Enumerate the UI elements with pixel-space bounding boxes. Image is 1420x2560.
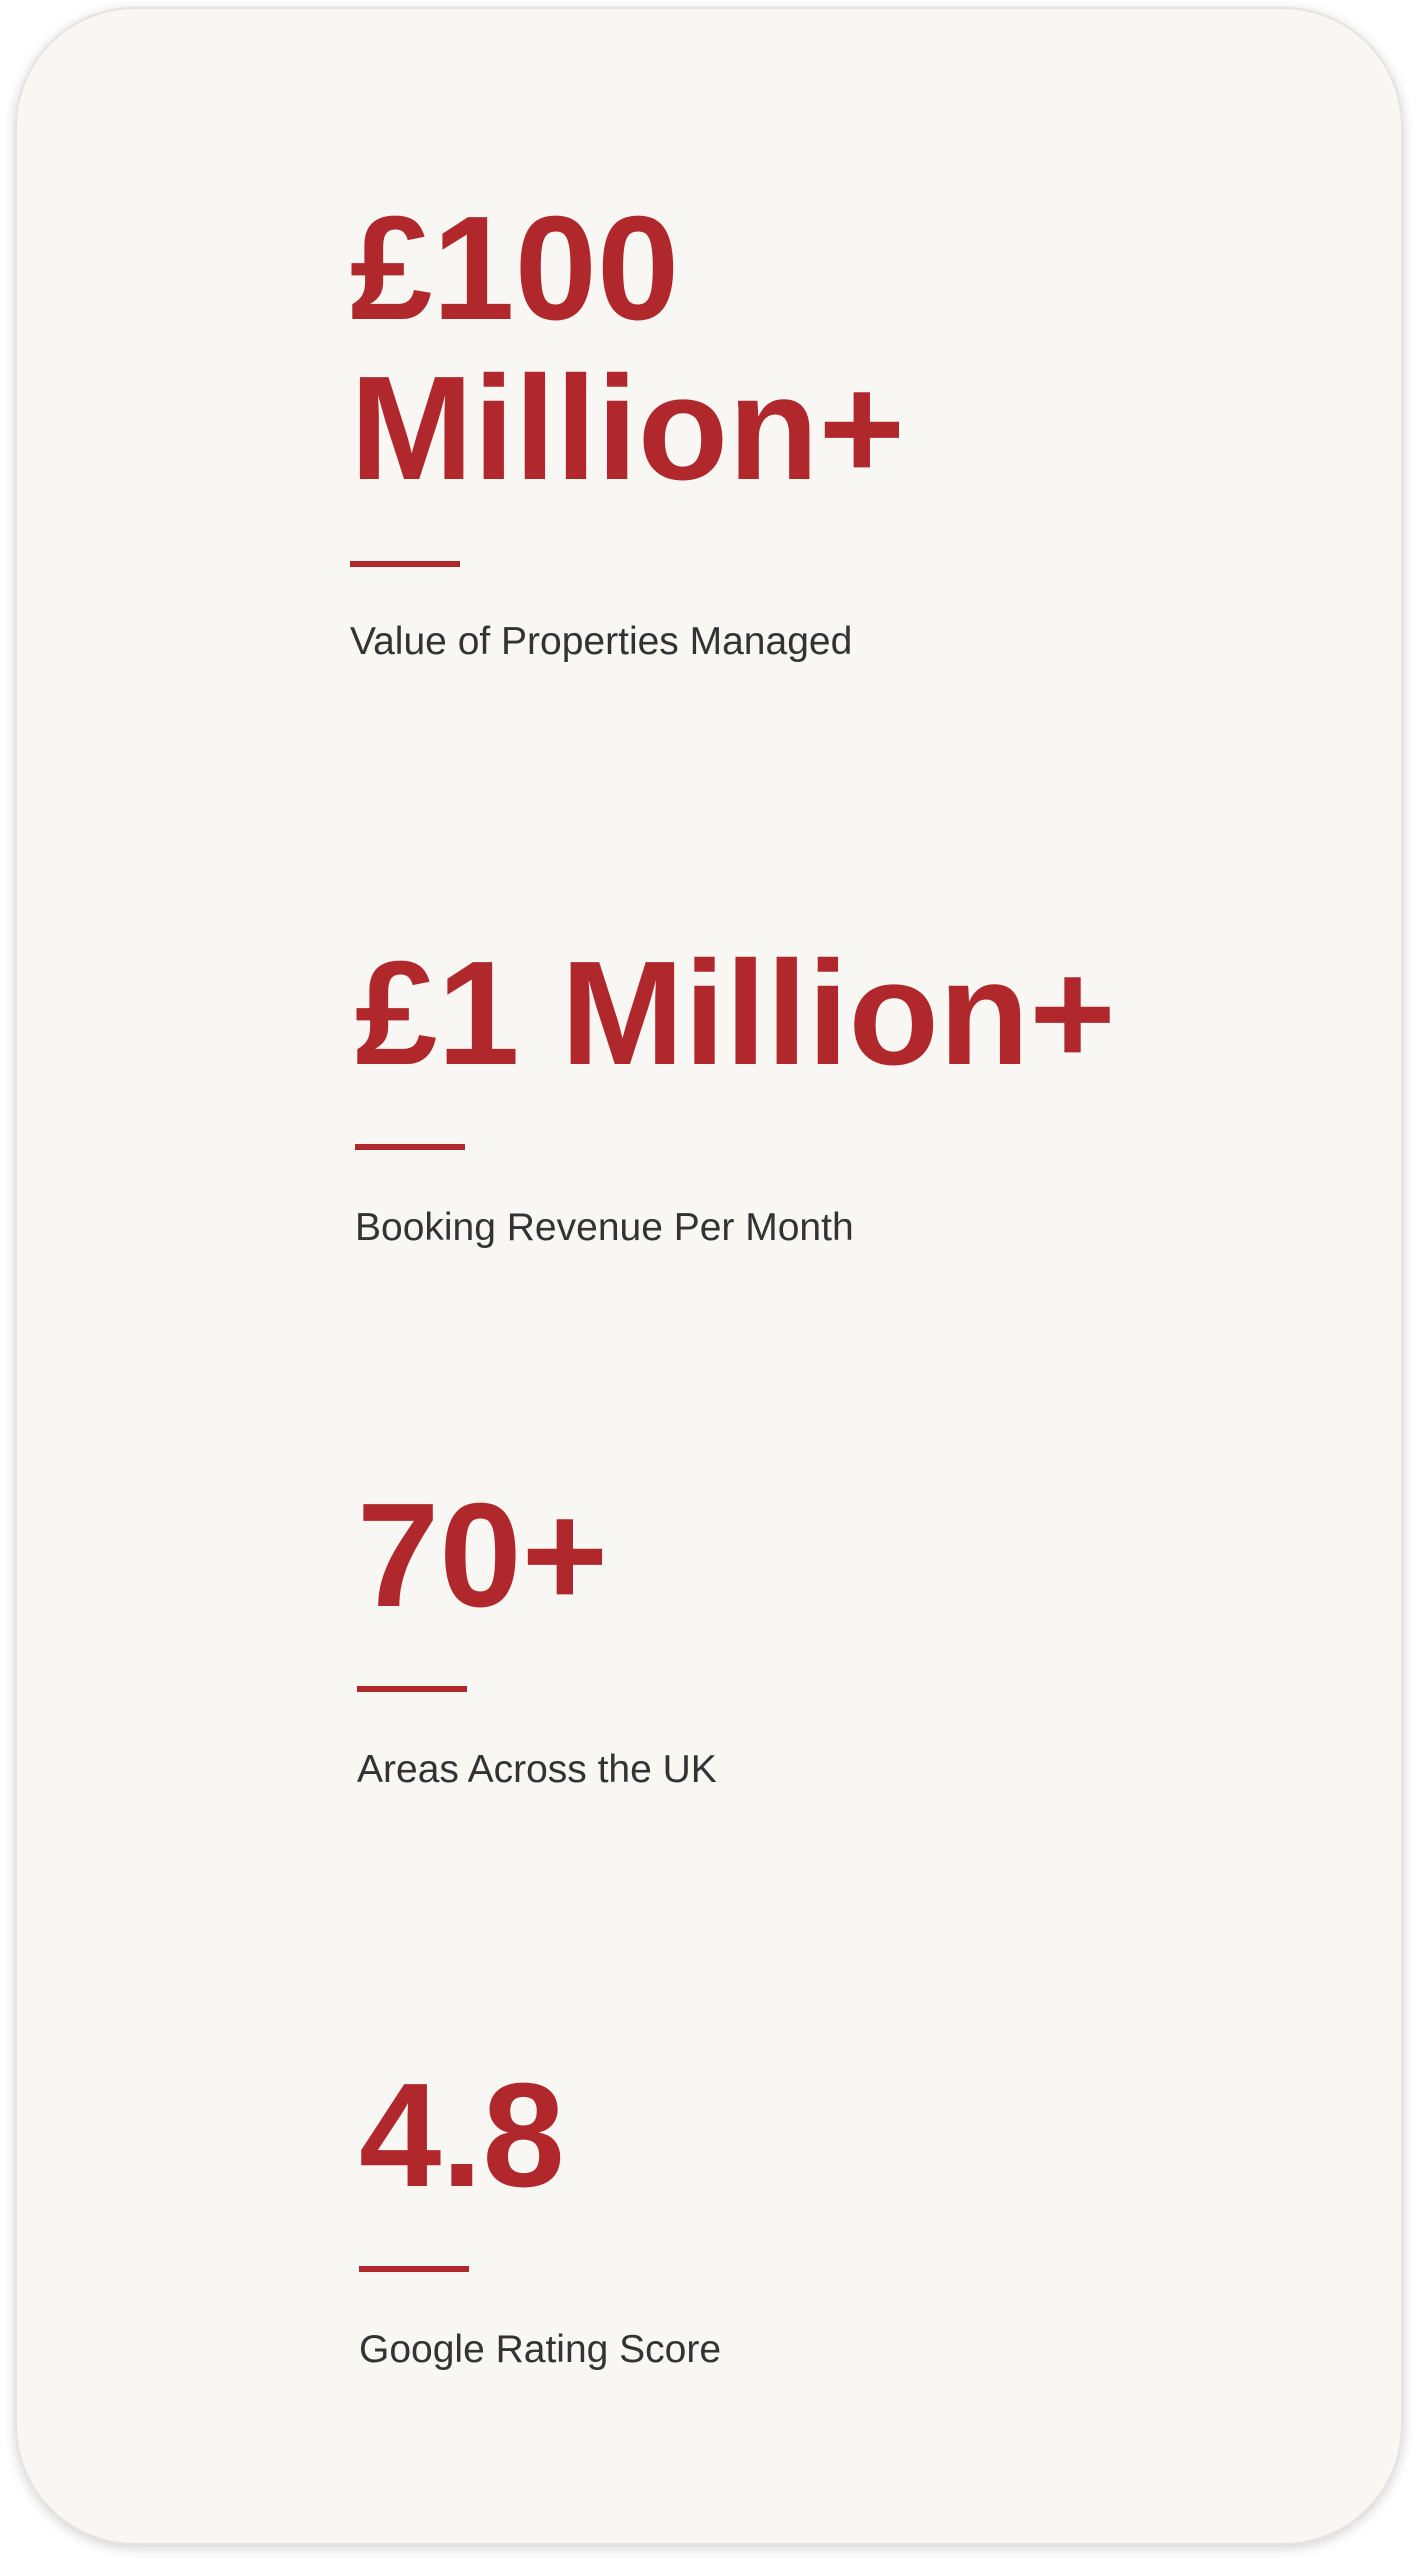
stat-areas bbox=[357, 1473, 1420, 1793]
stat-google-rating bbox=[359, 2053, 1420, 2373]
stat-value: 4.8 bbox=[359, 2053, 565, 2218]
stat-divider bbox=[359, 2266, 469, 2272]
stats-card bbox=[15, 7, 1403, 2545]
stat-value: 70+ bbox=[357, 1473, 609, 1638]
stat-label: Google Rating Score bbox=[359, 2328, 722, 2371]
stat-value: £100 Million+ bbox=[350, 186, 905, 511]
stat-divider bbox=[355, 1144, 465, 1150]
stat-divider bbox=[357, 1686, 467, 1692]
stat-booking-revenue bbox=[355, 931, 1420, 1251]
stat-label: Value of Properties Managed bbox=[350, 620, 853, 663]
stat-label: Areas Across the UK bbox=[357, 1748, 717, 1791]
stat-properties-value bbox=[350, 186, 1420, 665]
stat-value: £1 Million+ bbox=[355, 931, 1116, 1096]
stat-divider bbox=[350, 561, 460, 567]
stat-label: Booking Revenue Per Month bbox=[355, 1206, 854, 1249]
